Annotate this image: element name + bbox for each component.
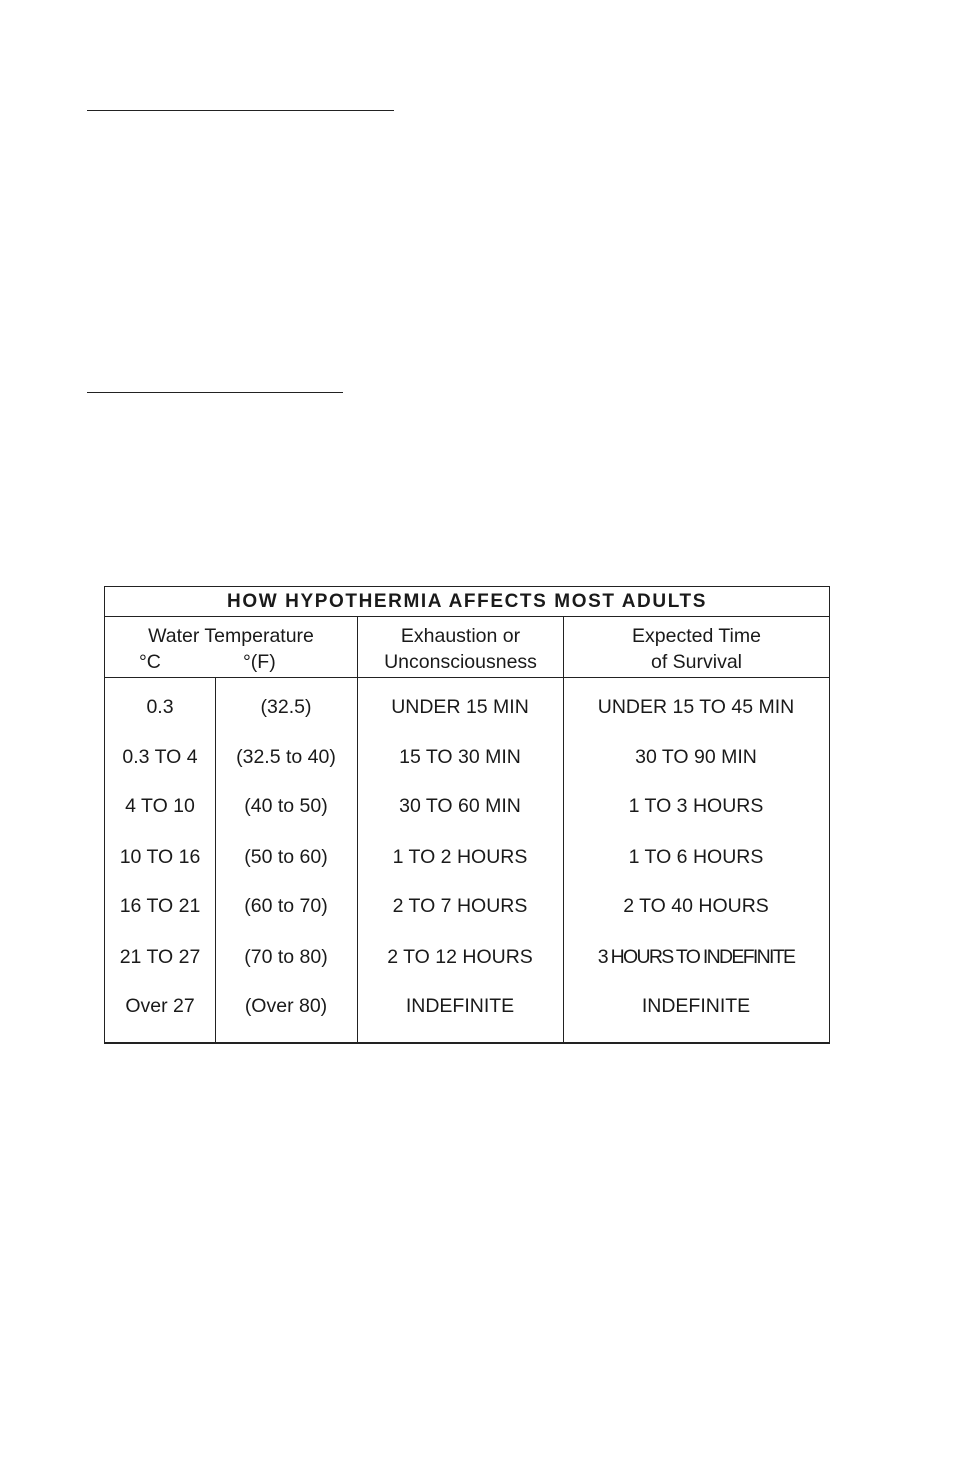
header-fahrenheit: °(F) <box>243 651 276 673</box>
header-water-temperature-label: Water Temperature <box>148 625 314 647</box>
cell-survival: 3 HOURS TO INDEFINITE <box>597 946 795 968</box>
cell-fahrenheit: (32.5) <box>260 696 312 718</box>
table-row <box>105 986 829 1026</box>
table-row <box>105 786 829 826</box>
cell-fahrenheit: (32.5 to 40) <box>236 746 336 768</box>
header-water-temperature <box>105 617 357 678</box>
header-survival <box>563 617 829 678</box>
hypothermia-table <box>104 586 830 1044</box>
cell-survival: 1 TO 6 HOURS <box>628 846 764 868</box>
cell-survival: UNDER 15 TO 45 MIN <box>597 696 795 718</box>
table-row <box>105 937 829 977</box>
section-heading-underline <box>87 392 343 393</box>
cell-fahrenheit: (Over 80) <box>244 995 328 1017</box>
cell-fahrenheit: (60 to 70) <box>244 895 328 917</box>
table-row <box>105 886 829 926</box>
cell-celsius: 4 TO 10 <box>125 795 195 817</box>
cell-survival: 30 TO 90 MIN <box>635 746 757 768</box>
table-row <box>105 687 829 727</box>
cell-survival: 2 TO 40 HOURS <box>623 895 769 917</box>
header-survival-line2: of Survival <box>650 651 743 673</box>
cell-fahrenheit: (50 to 60) <box>244 846 328 868</box>
cell-fahrenheit: (70 to 80) <box>244 946 328 968</box>
cell-exhaustion: 15 TO 30 MIN <box>399 746 521 768</box>
cell-survival: INDEFINITE <box>641 995 751 1017</box>
cell-celsius: 0.3 <box>146 696 174 718</box>
header-celsius: °C <box>139 651 161 673</box>
cell-exhaustion: 1 TO 2 HOURS <box>392 846 528 868</box>
cell-celsius: 10 TO 16 <box>119 846 201 868</box>
cell-exhaustion: 2 TO 12 HOURS <box>387 946 533 968</box>
cell-celsius: 21 TO 27 <box>119 946 201 968</box>
cell-exhaustion: 2 TO 7 HOURS <box>392 895 528 917</box>
table-title: HOW HYPOTHERMIA AFFECTS MOST ADULTS <box>105 587 829 617</box>
table-row <box>105 737 829 777</box>
header-survival-line1: Expected Time <box>632 625 761 647</box>
cell-celsius: 0.3 TO 4 <box>122 746 198 768</box>
cell-survival: 1 TO 3 HOURS <box>628 795 764 817</box>
header-exhaustion <box>357 617 563 678</box>
header-exhaustion-line2: Unconsciousness <box>384 651 537 673</box>
cell-celsius: 16 TO 21 <box>119 895 201 917</box>
section-heading-underline <box>87 110 394 111</box>
cell-exhaustion: INDEFINITE <box>405 995 515 1017</box>
table-row <box>105 837 829 877</box>
cell-fahrenheit: (40 to 50) <box>244 795 328 817</box>
cell-exhaustion: 30 TO 60 MIN <box>399 795 521 817</box>
cell-exhaustion: UNDER 15 MIN <box>391 696 529 718</box>
cell-celsius: Over 27 <box>125 995 195 1017</box>
header-exhaustion-line1: Exhaustion or <box>400 625 521 647</box>
